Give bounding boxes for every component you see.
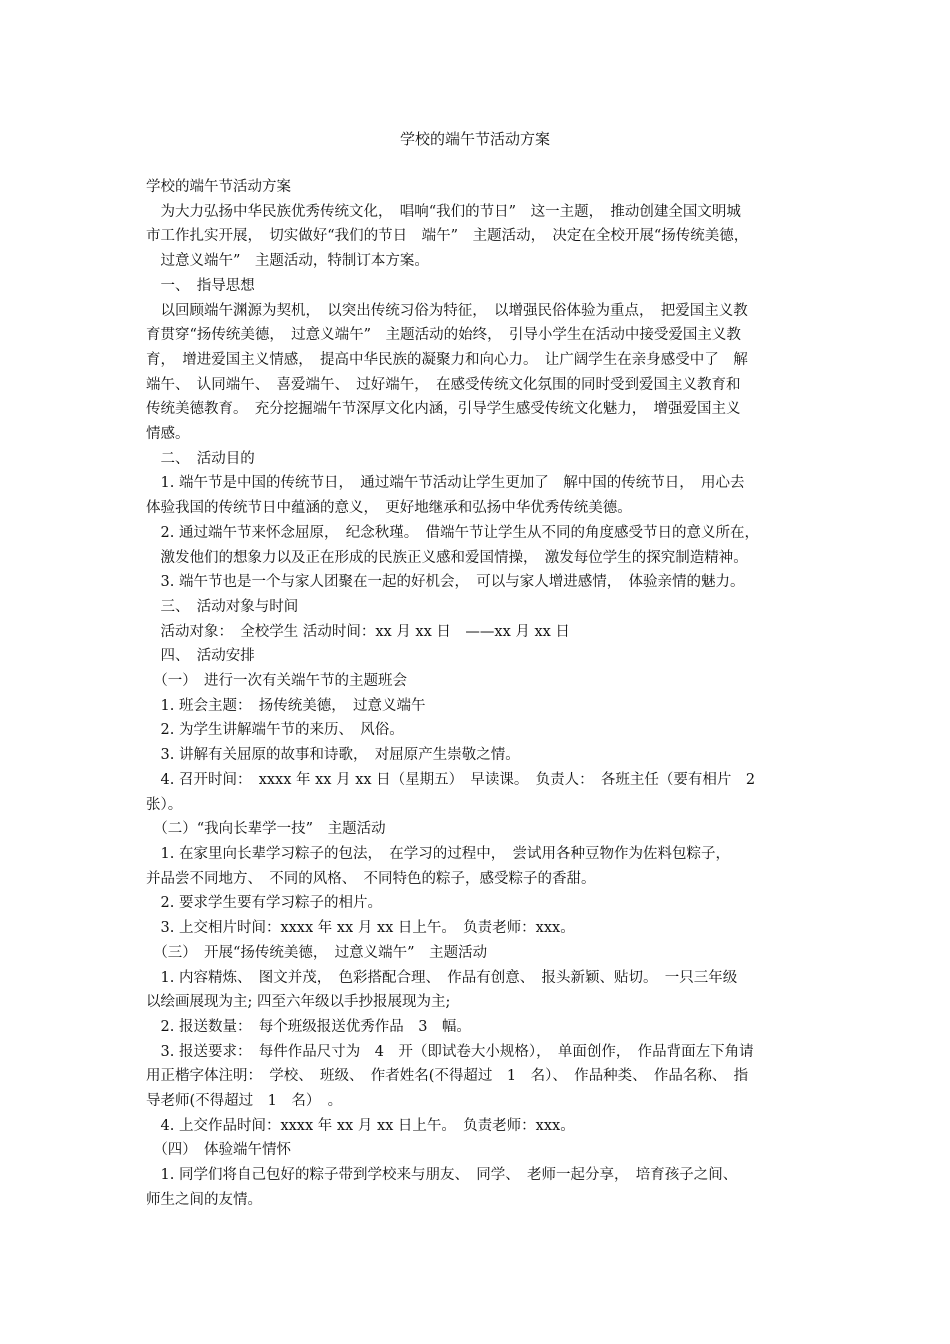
text-line: 端午、 认同端午、 喜爱端午、 过好端午， 在感受传统文化氛围的同时受到爱国主义教育和 <box>146 376 741 393</box>
text-line: 二、 活动目的 <box>146 450 255 467</box>
text-line: 活动对象： 全校学生 活动时间：xx 月 xx 日 ——xx 月 xx 日 <box>146 623 570 640</box>
text-line: 学校的端午节活动方案 <box>146 179 291 195</box>
text-line: 1. 端午节是中国的传统节日， 通过端午节活动让学生更加了 解中国的传统节日， 用心去 <box>146 475 745 492</box>
text-line: 1. 内容精炼、 图文并茂， 色彩搭配合理、 作品有创意、 报头新颖、贴切。 一只三年级 <box>146 969 738 986</box>
text-line: 1. 班会主题： 扬传统美德， 过意义端午 <box>146 697 426 714</box>
text-line: 1. 同学们将自己包好的粽子带到学校来与朋友、 同学、 老师一起分享， 培育孩子之间、 <box>146 1167 738 1184</box>
document-title: 学校的端午节活动方案 <box>399 130 550 148</box>
text-line: 师生之间的友情。 <box>146 1191 262 1208</box>
text-line: 三、 活动对象与时间 <box>146 598 299 615</box>
text-line: 3. 上交相片时间：xxxx 年 xx 月 xx 日上午。 负责老师：xxx。 <box>146 920 575 937</box>
text-line: 激发他们的想象力以及正在形成的民族正义感和爱国情操， 激发每位学生的探究制造精神。 <box>146 549 748 566</box>
text-line: （一） 进行一次有关端午节的主题班会 <box>146 673 407 690</box>
text-line: （四） 体验端午情怀 <box>146 1142 291 1159</box>
text-line: （三） 开展“扬传统美德， 过意义端午” 主题活动 <box>146 944 488 961</box>
text-line: 情感。 <box>146 426 190 443</box>
text-line: 以绘画展现为主; 四至六年级以手抄报展现为主; <box>146 994 451 1011</box>
text-line: 四、 活动安排 <box>146 648 255 665</box>
text-line: 2. 通过端午节来怀念屈原， 纪念秋瑾。 借端午节让学生从不同的角度感受节日的意义所在， <box>146 524 759 541</box>
text-line: 导老师(不得超过 1 名） 。 <box>146 1093 343 1110</box>
text-line: 体验我国的传统节日中蕴涵的意义， 更好地继承和弘扬中华优秀传统美德。 <box>146 500 632 517</box>
document-body <box>146 175 810 1213</box>
text-line: 一、 指导思想 <box>146 277 255 294</box>
text-line: 育， 增进爱国主义情感， 提高中华民族的凝聚力和向心力。 让广阔学生在亲身感受中了 解 <box>146 351 748 368</box>
text-line: 育贯穿“扬传统美德， 过意义端午” 主题活动的始终， 引导小学生在活动中接受爱国主义教 <box>146 327 741 344</box>
text-line: 并品尝不同地方、 不同的风格、 不同特色的粽子，感受粽子的香甜。 <box>146 870 596 887</box>
text-line: 3. 端午节也是一个与家人团聚在一起的好机会， 可以与家人增进感情， 体验亲情的魅力。 <box>146 574 745 591</box>
text-line: 3. 报送要求： 每件作品尺寸为 4 开（即试卷大小规格）， 单面创作， 作品背面左下角请 <box>146 1043 754 1060</box>
text-line: 以回顾端午渊源为契机， 以突出传统习俗为特征， 以增强民俗体验为重点， 把爱国主义教 <box>146 302 748 319</box>
text-line: 用正楷字体注明： 学校、 班级、 作者姓名(不得超过 1 名）、 作品种类、 作品名称、 指 <box>146 1068 749 1085</box>
text-line: 传统美德教育。 充分挖掘端午节深厚文化内涵，引导学生感受传统文化魅力， 增强爱国主义 <box>146 401 741 418</box>
text-line: 1. 在家里向长辈学习粽子的包法， 在学习的过程中， 尝试用各种豆物作为佐料包粽子， <box>146 845 730 862</box>
text-line: 市工作扎实开展， 切实做好“我们的节日 端午” 主题活动， 决定在全校开展“扬传统美德， <box>146 228 749 245</box>
text-line: 为大力弘扬中华民族优秀传统文化， 唱响“我们的节日” 这一主题， 推动创建全国文明城 <box>146 203 741 220</box>
text-line: 2. 要求学生要有学习粽子的相片。 <box>146 895 382 912</box>
text-line: 过意义端午” 主题活动，特制订本方案。 <box>146 253 429 270</box>
text-line: 4. 召开时间： xxxx 年 xx 月 xx 日（星期五） 早读课。 负责人： 各班主任（要有相片 2 <box>146 771 756 788</box>
text-line: 2. 报送数量： 每个班级报送优秀作品 3 幅。 <box>146 1018 471 1035</box>
text-line: （二）“我向长辈学一技” 主题活动 <box>146 821 386 838</box>
text-line: 4. 上交作品时间：xxxx 年 xx 月 xx 日上午。 负责老师：xxx。 <box>146 1117 575 1134</box>
text-line: 3. 讲解有关屈原的故事和诗歌， 对屈原产生崇敬之情。 <box>146 747 520 764</box>
text-line: 张）。 <box>146 796 183 813</box>
text-line: 2. 为学生讲解端午节的来历、 风俗。 <box>146 722 404 739</box>
